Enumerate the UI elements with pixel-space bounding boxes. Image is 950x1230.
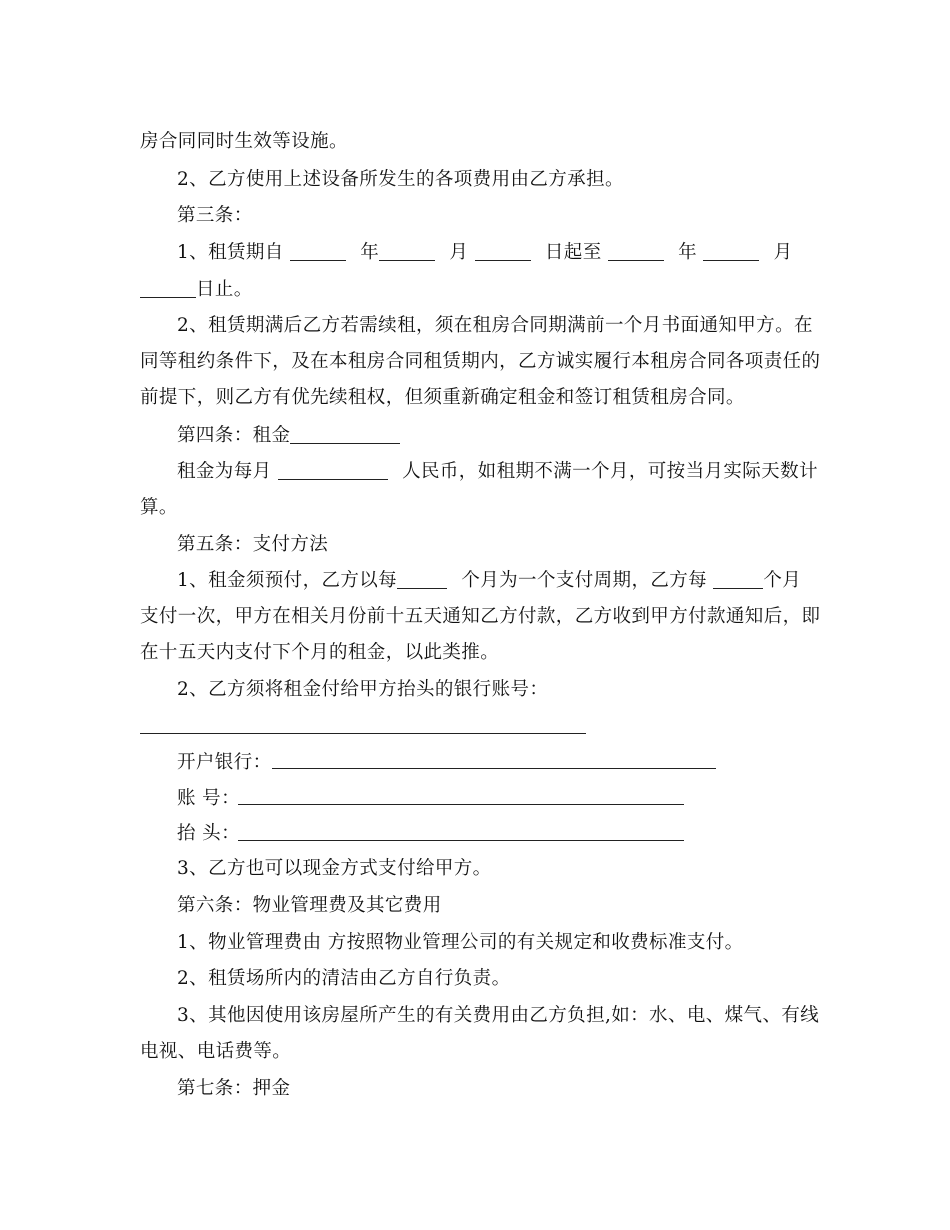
- text: 房合同同时生效等设施。: [140, 131, 348, 152]
- paragraph-line: [177, 1004, 857, 1028]
- article-6-heading: [177, 894, 857, 918]
- account-holder-line: [177, 822, 857, 846]
- blank-field: [703, 242, 759, 261]
- paragraph-line: [140, 350, 820, 374]
- bank-account-blank-line: [140, 733, 586, 734]
- text: 2、乙方使用上述设备所发生的各项费用由乙方承担。: [177, 169, 624, 190]
- account-number-label: 账 号：: [177, 788, 240, 809]
- paragraph-line: [140, 641, 820, 665]
- text: 个月: [763, 570, 802, 591]
- blank-field: [290, 242, 346, 261]
- bank-name-label: 开户银行：: [177, 752, 272, 773]
- text: 2、乙方须将租金付给甲方抬头的银行账号：: [177, 679, 549, 700]
- text: 年: [360, 242, 380, 263]
- text: 3、其他因使用该房屋所产生的有关费用由乙方负担,如：水、电、煤气、有线: [177, 1005, 820, 1026]
- text: 第五条：支付方法: [177, 534, 329, 555]
- account-holder-blank: [238, 840, 684, 841]
- account-holder-label: 抬 头：: [177, 823, 240, 844]
- text: 第六条：物业管理费及其它费用: [177, 895, 442, 916]
- text: 同等租约条件下，及在本租房合同租赁期内，乙方诚实履行本租房合同各项责任的: [140, 351, 821, 372]
- paragraph-line: [177, 931, 857, 955]
- text: 前提下，则乙方有优先续租权，但须重新确定租金和签订租赁租房合同。: [140, 387, 745, 408]
- article-4-heading: [177, 424, 857, 448]
- text: 第七条：押金: [177, 1078, 291, 1099]
- text: 日止。: [196, 279, 253, 300]
- payment-cycle-line: [177, 569, 857, 593]
- text: 月: [773, 242, 793, 263]
- blank-field: [608, 242, 664, 261]
- text: 人民币，如租期不满一个月，可按当月实际天数计: [402, 461, 818, 482]
- text: 第四条：租金: [177, 425, 291, 446]
- paragraph-line: [140, 605, 820, 629]
- paragraph-line: [140, 386, 820, 410]
- text: 1、租金须预付，乙方以每: [177, 570, 398, 591]
- account-number-blank: [238, 804, 684, 805]
- paragraph-line: [177, 314, 857, 338]
- bank-name-blank: [272, 768, 716, 769]
- paragraph-line: [140, 496, 820, 520]
- rent-amount-line: [177, 460, 857, 484]
- text: 日起至: [544, 242, 602, 263]
- text: 年: [678, 242, 698, 263]
- text: 3、乙方也可以现金方式支付给甲方。: [177, 858, 492, 879]
- text: 在十五天内支付下个月的租金，以此类推。: [140, 642, 500, 663]
- text: 第三条：: [177, 205, 253, 226]
- text: 电视、电话费等。: [140, 1041, 292, 1062]
- article-5-heading: [177, 533, 857, 557]
- text: 2、租赁期满后乙方若需续租，须在租房合同期满前一个月书面通知甲方。在: [177, 315, 813, 336]
- lease-period-end-line: [140, 278, 820, 302]
- blank-field: [140, 279, 196, 298]
- paragraph-line: [140, 130, 820, 154]
- text: 支付一次，甲方在相关月份前十五天通知乙方付款，乙方收到甲方付款通知后，即: [140, 606, 821, 627]
- blank-field: [475, 242, 531, 261]
- blank-field: [713, 570, 763, 589]
- text: 2、租赁场所内的清洁由乙方自行负责。: [177, 968, 511, 989]
- blank-field: [290, 425, 400, 444]
- article-7-heading: [177, 1077, 857, 1101]
- bank-account-intro: [177, 678, 857, 702]
- blank-field: [397, 570, 447, 589]
- lease-period-line: [177, 241, 857, 265]
- text: 个月为一个支付周期，乙方每: [461, 570, 708, 591]
- paragraph-line: [140, 1040, 820, 1064]
- clause-2-expenses: [177, 168, 857, 192]
- paragraph-line: [177, 857, 857, 881]
- blank-field: [379, 242, 435, 261]
- article-3-heading: [177, 204, 857, 228]
- text: 月: [449, 242, 469, 263]
- paragraph-line: [177, 967, 857, 991]
- account-number-line: [177, 787, 857, 811]
- text: 1、物业管理费由 方按照物业管理公司的有关规定和收费标准支付。: [177, 932, 744, 953]
- bank-name-line: [177, 751, 857, 775]
- blank-field: [278, 461, 388, 480]
- text: 租金为每月: [177, 461, 272, 482]
- text: 算。: [140, 497, 178, 518]
- text: 1、租赁期自: [177, 242, 284, 263]
